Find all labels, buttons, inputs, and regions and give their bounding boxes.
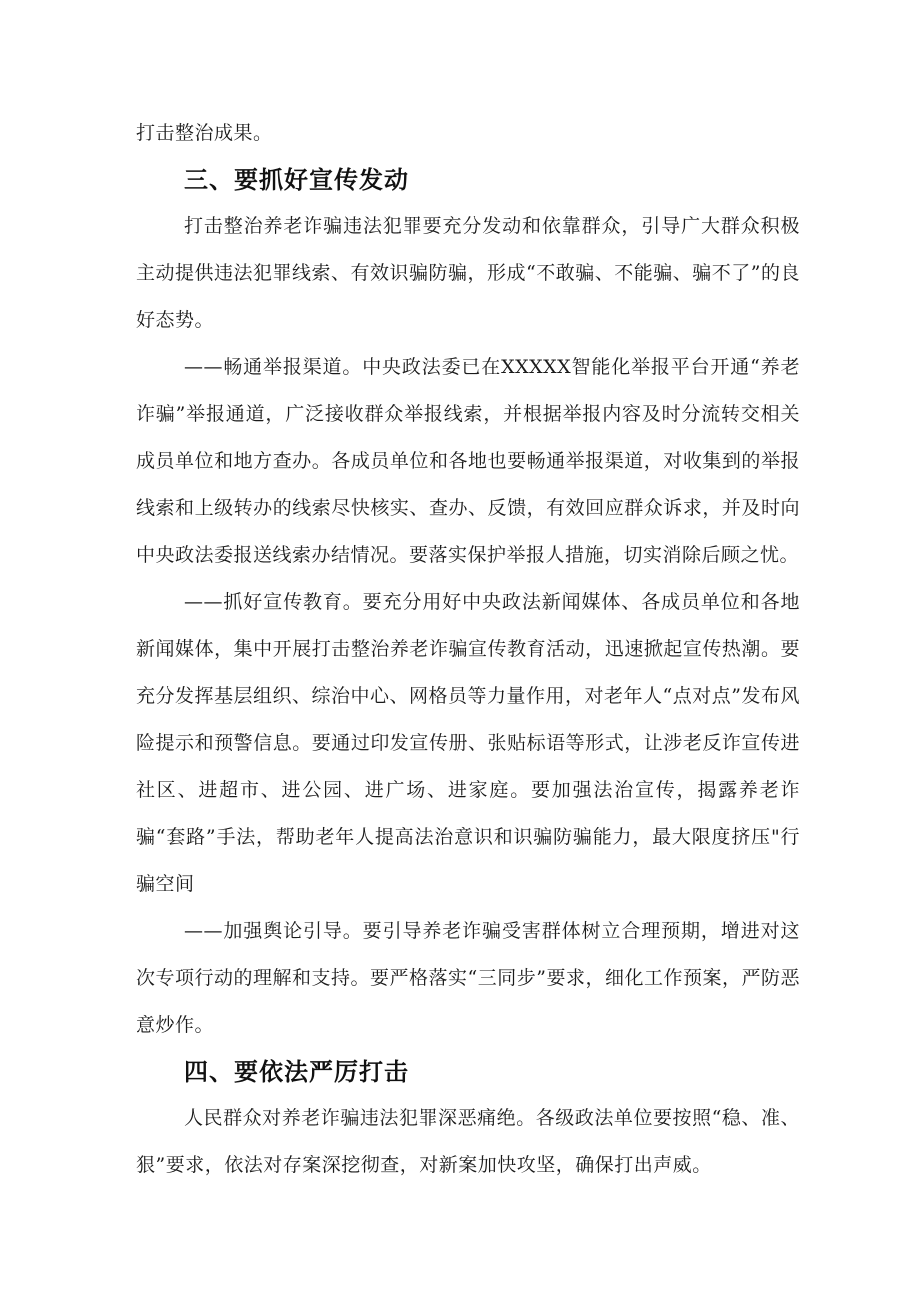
section-heading-4: 四、要依法严厉打击	[184, 1058, 409, 1086]
section-heading-3: 三、要抓好宣传发动	[184, 166, 409, 194]
document-page	[136, 110, 800, 1189]
paragraph-public-opinion: ——加强舆论引导。要引导养老诈骗受害群体树立合理预期，增进对这次专项行动的理解和支持。要严格落实“三同步”要求，细化工作预案，严防恶意炒作。	[136, 920, 800, 1036]
paragraph-continuation: 打击整治成果。	[136, 122, 273, 144]
paragraph-publicity-intro: 打击整治养老诈骗违法犯罪要充分发动和依靠群众，引导广大群众积极主动提供违法犯罪线索、有效识骗防骗，形成“不敢骗、不能骗、骗不了”的良好态势。	[136, 215, 800, 331]
paragraph-crackdown-intro: 人民群众对养老诈骗违法犯罪深恶痛绝。各级政法单位要按照“稳、准、狠”要求，依法对存案深挖彻查，对新案加快攻坚，确保打出声威。	[136, 1107, 800, 1176]
paragraph-publicity-education: ——抓好宣传教育。要充分用好中央政法新闻媒体、各成员单位和各地新闻媒体，集中开展打击整治养老诈骗宣传教育活动，迅速掀起宣传热潮。要充分发挥基层组织、综治中心、网格员等力量作用，对老年人“点对点”发布风险提示和预警信息。要通过印发宣传册、张贴标语等形式，让涉老反诈宣传进社区、进超市、进公园、进广场、进家庭。要加强法治宣传，揭露养老诈骗“套路”手法，帮助老年人提高法治意识和识骗防骗能力，最大限度挤压"行骗空间	[136, 591, 800, 895]
paragraph-reporting-channels: ——畅通举报渠道。中央政法委已在XXXXX智能化举报平台开通“养老诈骗”举报通道，广泛接收群众举报线索，并根据举报内容及时分流转交相关成员单位和地方查办。各成员单位和各地也要畅通举报渠道，对收集到的举报线索和上级转办的线索尽快核实、查办、反馈，有效回应群众诉求，并及时向中央政法委报送线索办结情况。要落实保护举报人措施，切实消除后顾之忧。	[136, 356, 800, 566]
